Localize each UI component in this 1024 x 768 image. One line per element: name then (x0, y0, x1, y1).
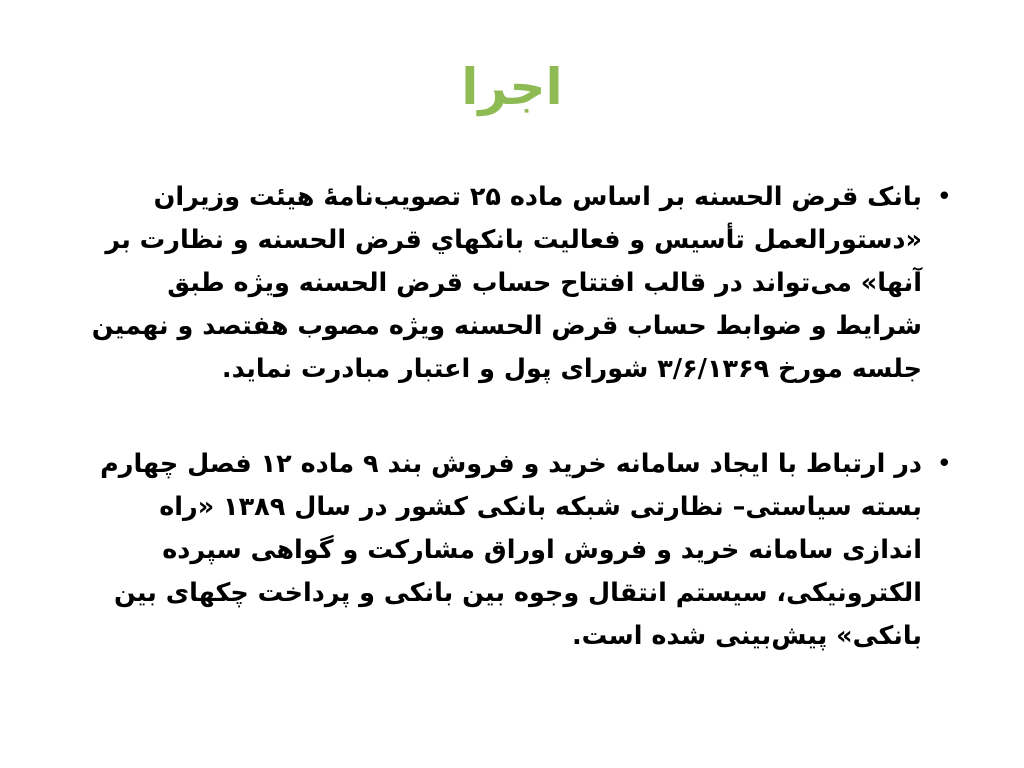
slide-title: اجرا (461, 58, 563, 116)
bullet-item (72, 443, 952, 658)
bullet-icon: • (936, 182, 952, 212)
bullet-icon: • (936, 449, 952, 479)
bullet-text: در ارتباط با ایجاد سامانه خرید و فروش بند ۹ ماده ۱۲ فصل چهارم بسته سیاستی– نظارتی شبکه بانکی کشور در سال ۱۳۸۹ «راه اندازی سامانه خرید و فروش اوراق مشارکت و گواهی سپرده الکترونیکی، سیستم انتقال وجوه بین بانکی و پرداخت چکهای بین بانکی» پیش‌بینی شده است. (100, 449, 922, 651)
bullet-text: بانک قرض الحسنه بر اساس ماده ۲۵ تصویب‌نامهٔ هیئت وزیران «دستورالعمل تأسیس و فعالیت بانکهاي قرض الحسنه و نظارت بر آنها» می‌تواند در قالب افتتاح حساب قرض الحسنه ویژه طبق شرایط و ضوابط حساب قرض الحسنه ویژه مصوب هفتصد و نهمین جلسه مورخ ۳/۶/۱۳۶۹ شورای پول و اعتبار مبادرت نماید. (91, 182, 922, 384)
bullet-item (72, 176, 952, 391)
slide-content (72, 176, 952, 710)
